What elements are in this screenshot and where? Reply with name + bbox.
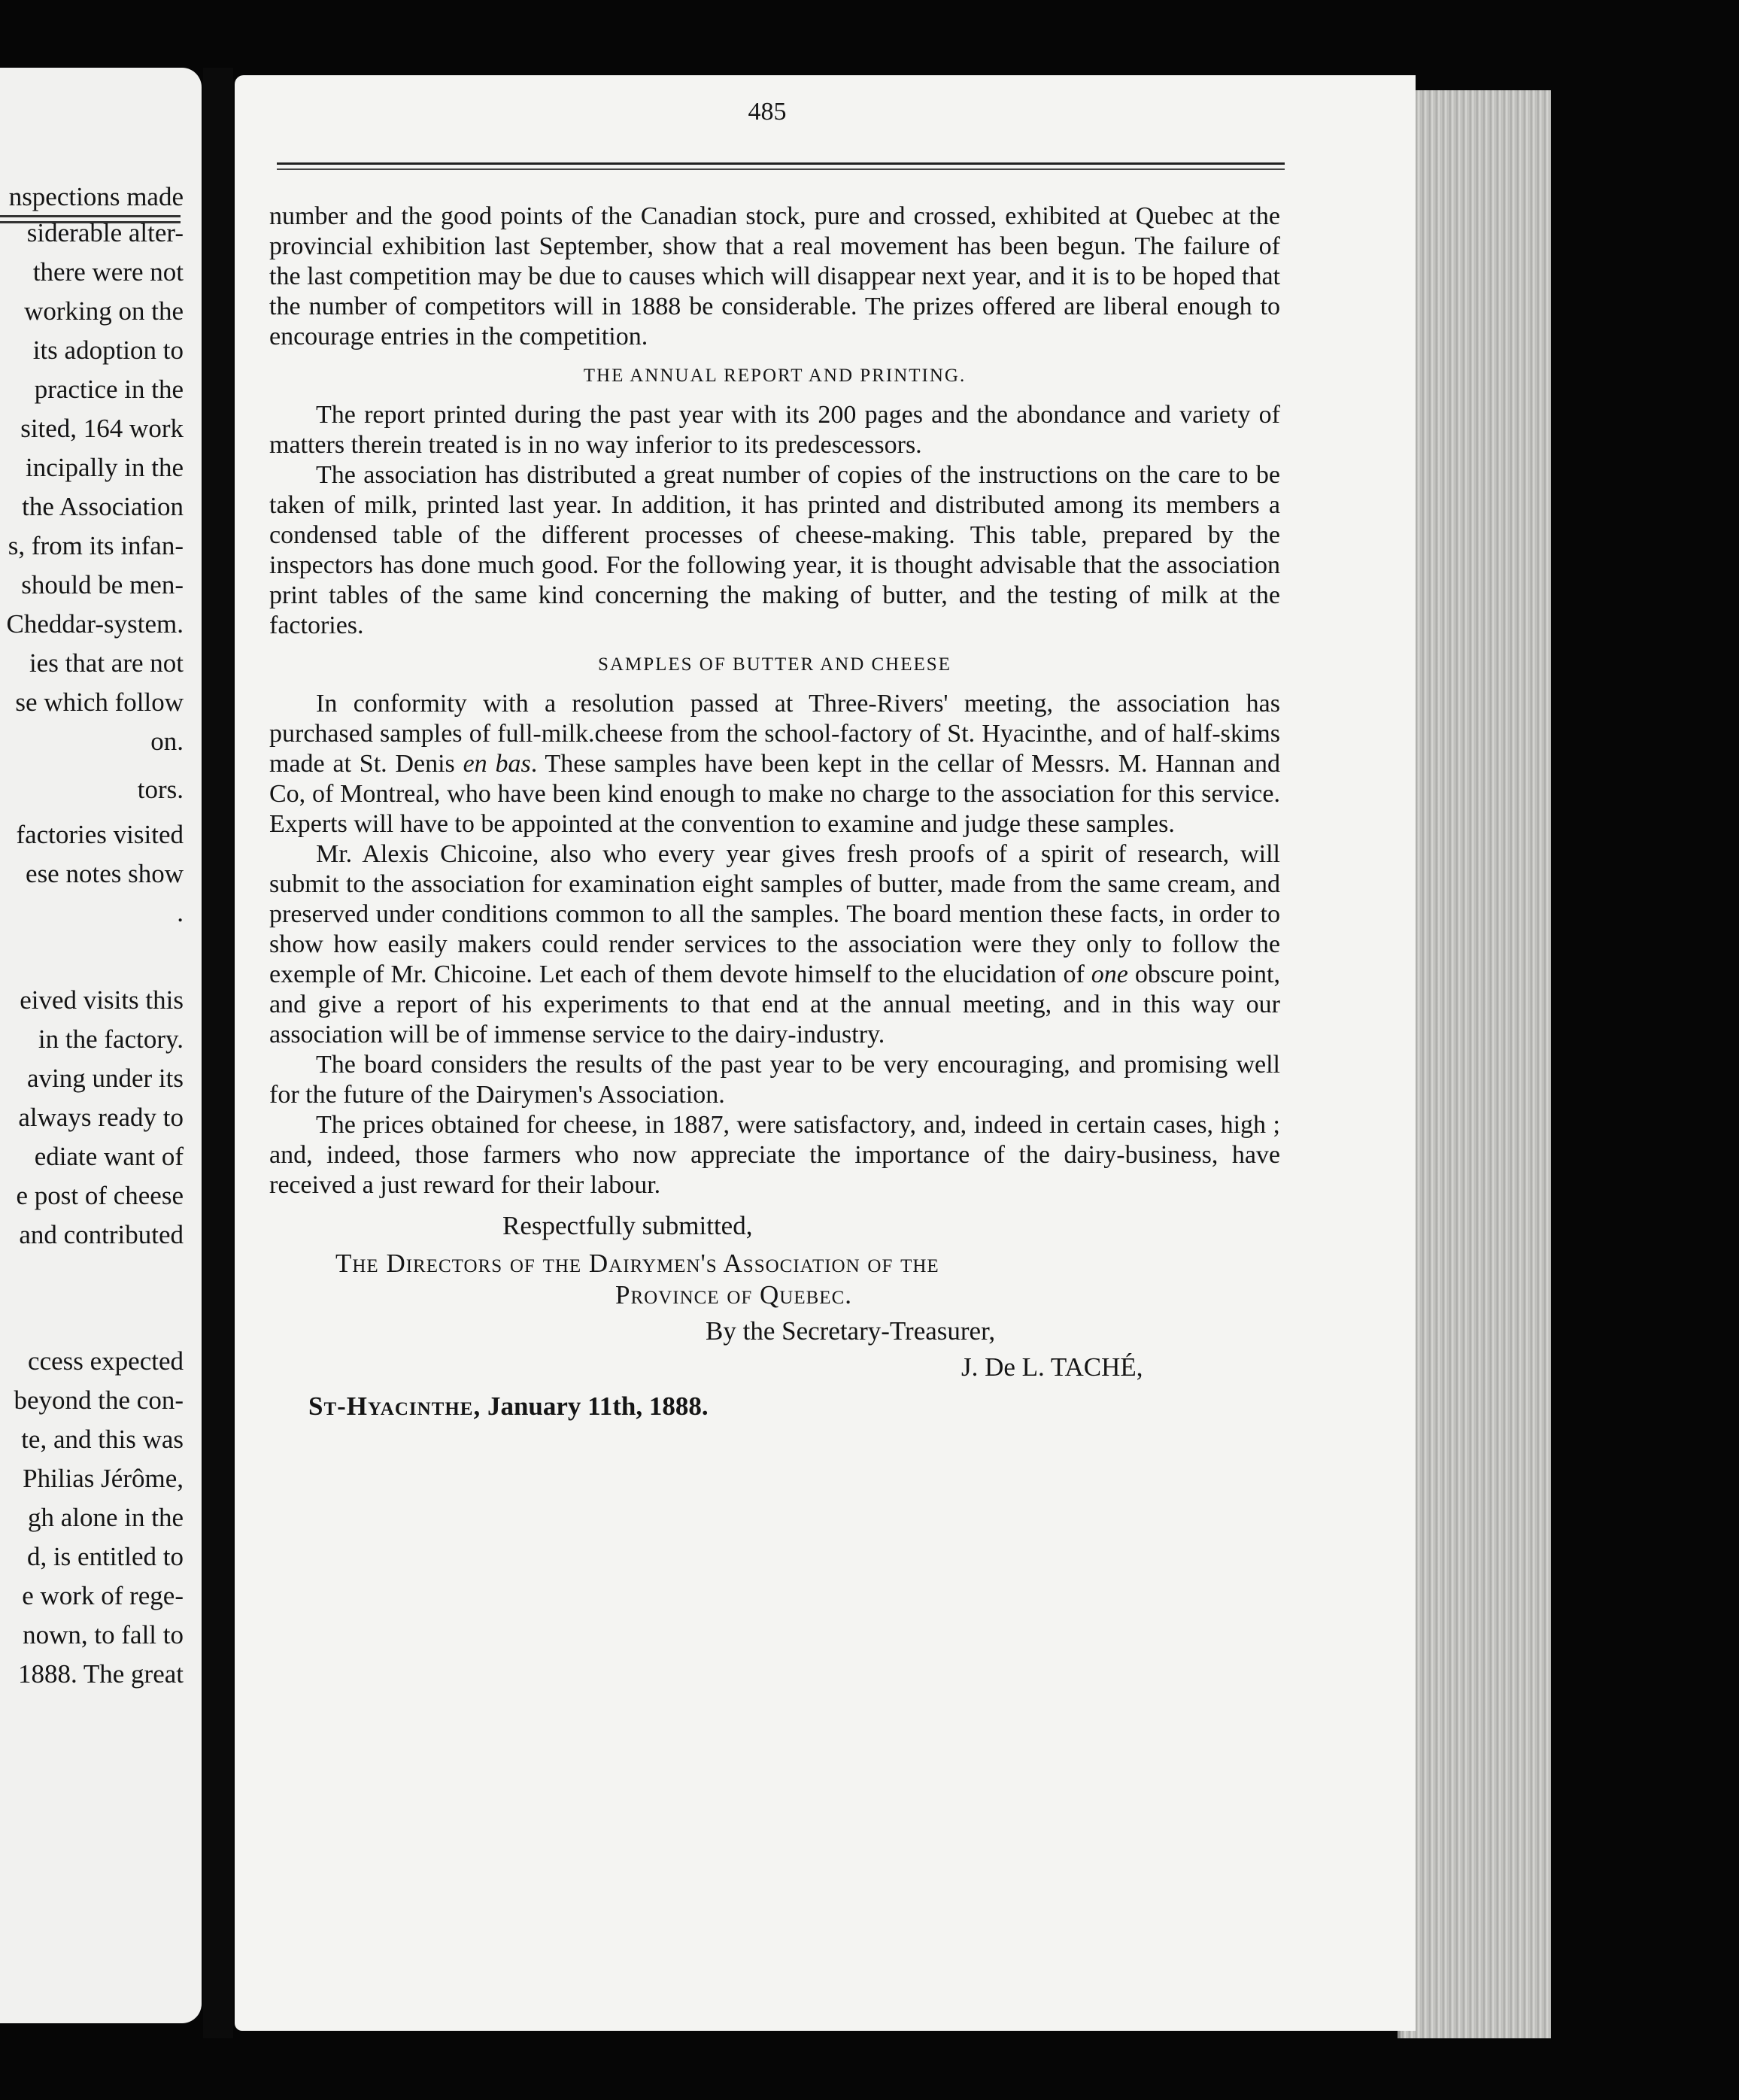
left-page-line: d, is entitled to [26, 1542, 184, 1571]
left-page-line: and contributed [19, 1220, 184, 1249]
page-body [269, 202, 1280, 1437]
left-page-line: factories visited [16, 820, 184, 849]
left-page-line: sited, 164 work [20, 414, 184, 443]
page-number: 485 [748, 98, 787, 126]
left-page-line: te, and this was [21, 1425, 184, 1454]
left-page-line: aving under its [26, 1064, 184, 1093]
left-page-line: e post of cheese [16, 1181, 184, 1210]
province-line: Province of Quebec. [615, 1280, 853, 1309]
book-gutter [203, 68, 233, 2038]
italic-text: en bas [463, 750, 531, 778]
place-date-line [308, 1391, 709, 1422]
left-page-line: 1888. The great [18, 1659, 184, 1689]
paragraph: The board considers the results of the past year to be very encouraging, and promising well for the future of the Dairymen's Association. [269, 1051, 1280, 1109]
left-page-line: nown, to fall to [23, 1620, 184, 1649]
left-page-line: always ready to [18, 1103, 184, 1132]
directors-line: The Directors of the Dairymen's Association of the [335, 1249, 939, 1278]
left-page-fragment [0, 68, 202, 2023]
paragraph [269, 689, 1280, 839]
left-page-line: . [177, 898, 184, 927]
date: January 11th, 1888. [487, 1391, 709, 1421]
left-page-line: gh alone in the [27, 1503, 184, 1532]
text-run: Mr. Alexis Chicoine, also who every year gives fresh proofs of a spirit of research, will submit to the association for examination eight samples of butter, made from the same cream, and preserved under conditions common to all the samples. The board mention these facts, in order to show how easily makers could render services to the association were they only to follow the exemple of Mr. Chicoine. Let each of them devote himself to the elucidation of [269, 840, 1280, 988]
left-page-line: the Association [22, 492, 184, 521]
left-page-line: incipally in the [26, 453, 184, 482]
left-page-line: there were not [32, 257, 184, 287]
text-run: obscure point, and give a report of his experiments to that end at the annual meeting, and in this way our association will be of immense service to the dairy-industry. [269, 960, 1280, 1048]
signatory-name: J. De L. TACHÉ, [961, 1352, 1143, 1382]
left-page-line: practice in the [34, 375, 184, 404]
left-page-line: siderable alter- [26, 218, 184, 247]
left-page-line: on. [150, 727, 184, 756]
header-rule [277, 162, 1285, 165]
left-page-line: ccess expected [28, 1346, 184, 1376]
place: St-Hyacinthe, [308, 1391, 481, 1421]
left-page-line: ies that are not [29, 648, 184, 678]
section-heading-samples: SAMPLES OF BUTTER AND CHEESE [598, 654, 951, 675]
secretary-line: By the Secretary-Treasurer, [706, 1316, 996, 1346]
italic-text: one [1091, 960, 1128, 988]
left-page-line: eived visits this [20, 985, 184, 1015]
left-page-line: working on the [24, 296, 184, 326]
section-heading-annual-report: THE ANNUAL REPORT AND PRINTING. [583, 366, 967, 386]
signature-block [269, 1211, 1280, 1437]
left-page-rule [0, 215, 181, 217]
paragraph [269, 839, 1280, 1050]
paragraph: The report printed during the past year with its 200 pages and the abondance and variety of matters therein treated is in no way inferior to its predescessors. [269, 401, 1280, 459]
header-rule [277, 168, 1285, 170]
left-page-line: e work of rege- [22, 1581, 184, 1610]
paragraph: The prices obtained for cheese, in 1887, were satisfactory, and, indeed in certain cases, high ; and, indeed, those farmers who now appreciate the importance of the dairy-business, have received a just reward for their labour. [269, 1111, 1280, 1199]
left-page-line: Philias Jérôme, [23, 1464, 184, 1493]
left-page-line: s, from its infan- [8, 531, 184, 560]
paragraph: The association has distributed a great number of copies of the instructions on the care to be taken of milk, printed last year. In addition, it has printed and distributed among its members a condensed table of the different processes of cheese-making. This table, prepared by the inspectors has done much good. For the following year, it is thought advisable that the association print tables of the same kind concerning the making of butter, and the testing of milk at the factories. [269, 461, 1280, 639]
left-page-line: beyond the con- [14, 1385, 184, 1415]
book-fore-edge [1398, 90, 1551, 2038]
text-run: In conformity with a resolution passed at Three-Rivers' meeting, the association has purchased samples of full-milk.cheese from the school-factory of St. Hyacinthe, and of half-skims made at St. Denis [269, 690, 1280, 778]
left-page-line: Cheddar-system. [6, 609, 184, 639]
left-page-line: ediate want of [34, 1142, 184, 1171]
left-page-line: nspections made [8, 182, 184, 211]
left-page-line: se which follow [15, 687, 184, 717]
left-page-line: tors. [137, 775, 184, 804]
text-run: . These samples have been kept in the cellar of Messrs. M. Hannan and Co, of Montreal, who have been kind enough to make no charge to the association for this service. Experts will have to be appointed at the convention to examine and judge these samples. [269, 750, 1280, 838]
left-page-line: ese notes show [26, 859, 184, 888]
opening-paragraph: number and the good points of the Canadian stock, pure and crossed, exhibited at Quebec at the provincial exhibition last September, show that a real movement has been begun. The failure of the last competition may be due to causes which will disappear next year, and it is to be hoped that the number of competitors will in 1888 be considerable. The prizes offered are liberal enough to encourage entries in the competition. [269, 202, 1280, 351]
closing-line: Respectfully submitted, [502, 1211, 753, 1240]
left-page-line: its adoption to [32, 335, 184, 365]
left-page-line: in the factory. [38, 1024, 184, 1054]
left-page-line: should be men- [21, 570, 184, 599]
